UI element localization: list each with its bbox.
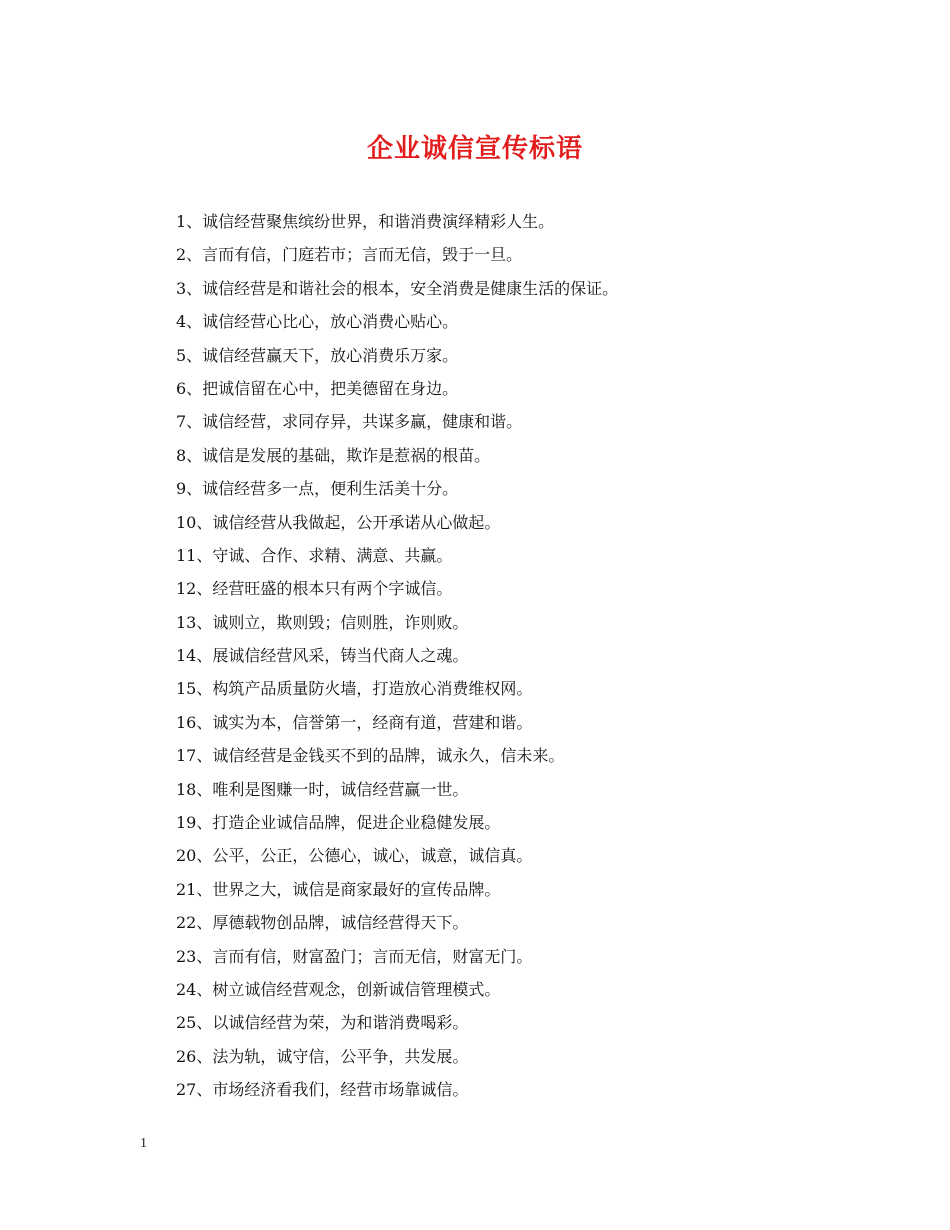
list-item: 20、公平，公正，公德心，诚心，诚意，诚信真。 [176, 846, 533, 866]
list-item: 18、唯利是图赚一时，诚信经营赢一世。 [176, 779, 469, 799]
list-item: 24、树立诚信经营观念，创新诚信管理模式。 [176, 979, 501, 999]
list-item: 11、守诚、合作、求精、满意、共赢。 [176, 545, 453, 565]
list-item: 4、诚信经营心比心，放心消费心贴心。 [176, 312, 459, 332]
list-item: 1、诚信经营聚焦缤纷世界，和谐消费演绎精彩人生。 [176, 212, 555, 231]
list-item: 5、诚信经营赢天下，放心消费乐万家。 [176, 345, 459, 365]
list-item: 19、打造企业诚信品牌，促进企业稳健发展。 [176, 813, 501, 833]
page-number: 1 [140, 1136, 147, 1151]
list-item: 17、诚信经营是金钱买不到的品牌，诚永久，信未来。 [176, 746, 565, 766]
list-item: 8、诚信是发展的基础，欺诈是惹祸的根苗。 [176, 445, 491, 465]
list-item: 12、经营旺盛的根本只有两个字诚信。 [176, 579, 453, 599]
list-item: 9、诚信经营多一点，便利生活美十分。 [176, 479, 459, 499]
list-item: 22、厚德载物创品牌，诚信经营得天下。 [176, 913, 469, 933]
list-item: 7、诚信经营，求同存异，共谋多赢，健康和谐。 [176, 412, 523, 432]
list-item: 2、言而有信，门庭若市；言而无信，毁于一旦。 [176, 245, 523, 265]
list-item: 16、诚实为本，信誉第一，经商有道，营建和谐。 [176, 712, 533, 732]
list-item: 13、诚则立，欺则毁；信则胜，诈则败。 [176, 612, 469, 632]
list-item: 15、构筑产品质量防火墙，打造放心消费维权网。 [176, 679, 533, 699]
slogan-list [176, 205, 618, 1107]
list-item: 6、把诚信留在心中，把美德留在身边。 [176, 378, 459, 398]
list-item: 3、诚信经营是和谐社会的根本，安全消费是健康生活的保证。 [176, 278, 619, 298]
page-title: 企业诚信宣传标语 [366, 134, 583, 164]
list-item: 27、市场经济看我们，经营市场靠诚信。 [176, 1080, 469, 1100]
list-item: 14、展诚信经营风采，铸当代商人之魂。 [176, 646, 469, 666]
list-item: 23、言而有信，财富盈门；言而无信，财富无门。 [176, 946, 533, 966]
list-item: 10、诚信经营从我做起，公开承诺从心做起。 [176, 512, 501, 532]
list-item: 26、法为轨，诚守信，公平争，共发展。 [176, 1046, 469, 1066]
list-item: 25、以诚信经营为荣，为和谐消费喝彩。 [176, 1013, 469, 1033]
list-item: 21、世界之大，诚信是商家最好的宣传品牌。 [176, 879, 501, 899]
